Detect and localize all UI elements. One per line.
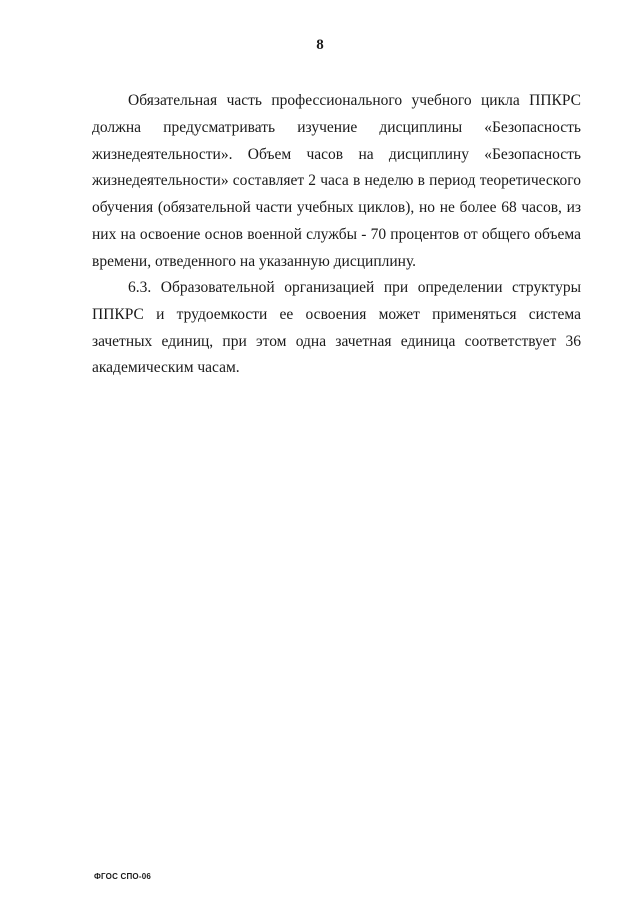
footer-document-code: ФГОС СПО-06 <box>94 872 151 881</box>
page-number: 8 <box>316 37 324 53</box>
paragraph-bzh-requirement: Обязательная часть профессионального учебного цикла ППКРС должна предусматривать изучение дисциплины «Безопасность жизнедеятельности». Объем часов на дисциплину «Безопасность жизнедеятельности» составляет 2 часа в неделю в период теоретического обучения (обязательной части учебных циклов), но не более 68 часов, из них на освоение основ военной службы - 70 процентов от общего объема времени, отведенного на указанную дисциплину. <box>92 92 581 270</box>
paragraph-6-3-credit-system: 6.3. Образовательной организацией при определении структуры ППКРС и трудоемкости ее освоения может применяться система зачетных единиц, при этом одна зачетная единица соответствует 36 академическим часам. <box>92 279 581 377</box>
